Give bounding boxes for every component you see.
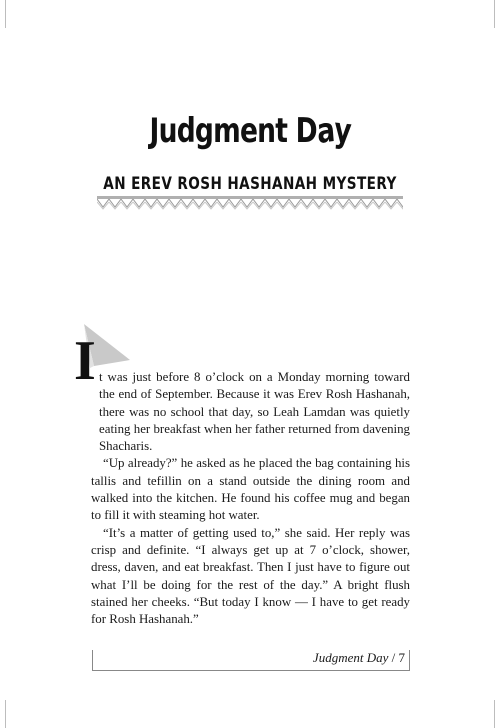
story-body — [91, 369, 410, 628]
paragraph: “Up already?” he asked as he placed the bag containing his tallis and tefillin on a stand outside the dining room and walked into the kitchen. He found his coffee mug and began to fill it with steaming hot water. — [91, 456, 410, 523]
paragraph: “It’s a matter of getting used to,” she said. Her reply was crisp and definite. “I always get up at 7 o’clock, shower, dress, daven, and eat breakfast. Then I just have to figure out what I’ll be doing for the rest of the day.” A bright flush stained her cheeks. “But today I know — I have to get ready for Rosh Hashanah.” — [91, 525, 410, 627]
running-footer — [313, 650, 405, 666]
crop-mark — [494, 0, 495, 28]
chapter-subtitle: AN EREV ROSH HASHANAH MYSTERY — [103, 174, 397, 194]
crop-mark — [5, 0, 6, 28]
chapter-title — [55, 111, 445, 151]
chapter-title-letter: a — [315, 109, 336, 153]
page-number: 7 — [398, 650, 405, 665]
chapter-title-letter: y — [332, 110, 352, 152]
page-footer — [92, 650, 410, 671]
footer-rule — [409, 650, 410, 671]
paragraph: t was just before 8 o’clock on a Monday morning toward the end of September. Because it was Erev Rosh Hashanah, there was no school that day, so Leah Lamdan was quietly eating her breakfast when her father returned from davening Shacharis. — [99, 370, 410, 454]
crop-mark — [5, 700, 6, 728]
dropcap-letter: I — [74, 330, 96, 392]
decorative-zigzag-border — [97, 196, 403, 210]
footer-separator: / — [388, 650, 399, 665]
crop-mark — [494, 700, 495, 728]
chapter-title-text: Judgment D — [149, 111, 317, 151]
running-title: Judgment Day — [312, 650, 389, 665]
footer-rule — [92, 650, 93, 671]
